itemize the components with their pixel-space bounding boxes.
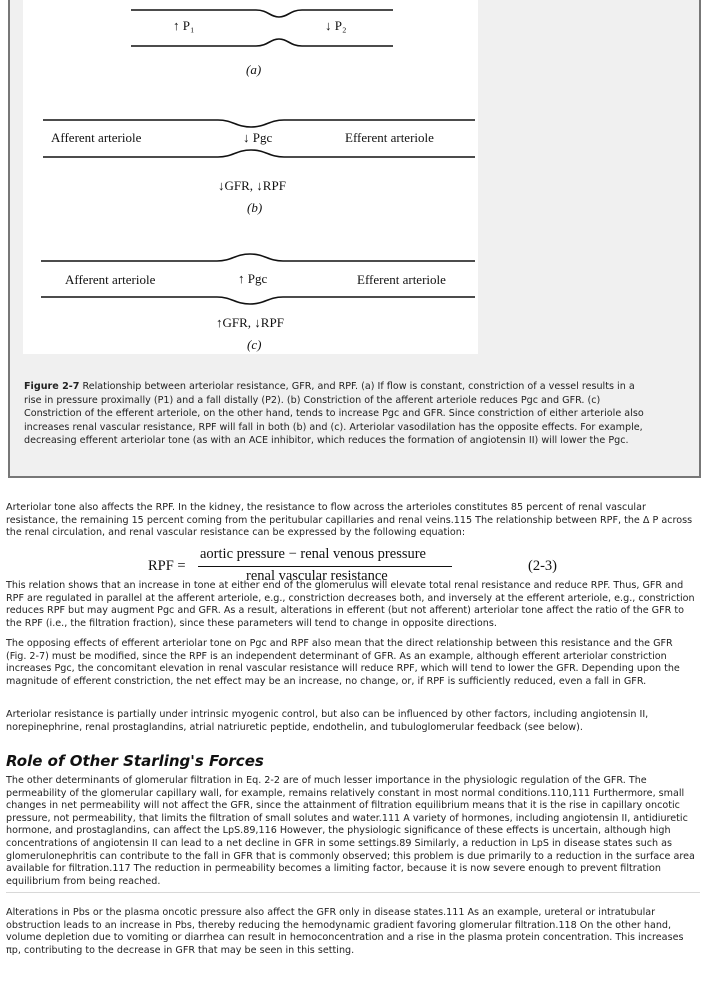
paragraph-relation: This relation shows that an increase in tone at either end of the glomerulus will elevate total renal resistance and reduce RPF. Thus, GFR and RPF are regulated in parallel at the afferent arteriole, e.g., constriction decreases both, and inversely at the efferent arteriole, e.g., constriction reduces RPF but may augment Pgc and GFR. As a result, alterations in efferent (but not afferent) arteriolar tone affect the ratio of the GFR to the RPF (i.e., the filtration fraction), since these parameters will tend to change in opposite directions. — [6, 580, 695, 629]
section-heading: Role of Other Starling's Forces — [6, 752, 264, 770]
panel-a-p1-label: ↑ P₁ — [173, 18, 195, 33]
panel-c-upper-vessel-wall — [41, 254, 475, 261]
paragraph-arteriolar-tone: Arteriolar tone also affects the RPF. In the kidney, the resistance to flow across the arterioles constitutes 85 percent of renal vascular resistance, the remaining 15 percent coming from the peritubular capillaries and renal veins.115 The relationship between RPF, the Δ P across the renal circulation, and renal vascular resistance can be expressed by the following equation: — [6, 502, 693, 539]
panel-a-upper-vessel-wall — [131, 10, 393, 17]
panel-b-pgc-label: ↓ Pgc — [243, 130, 273, 145]
panel-b-lower-vessel-wall — [43, 150, 475, 157]
panel-c-lower-vessel-wall — [41, 297, 475, 304]
panel-b-afferent-label: Afferent arteriole — [51, 130, 142, 145]
paragraph-oncotic-pressure: Alterations in Pbs or the plasma oncotic pressure also affect the GFR only in disease states.111 As an example, ureteral or intratubular obstruction leads to an increase in Pbs, thereby reducing the hemodynamic gradient favoring glomerular filtration.118 On the other hand, volume depletion due to vomiting or diarrhea can result in hemoconcentration and a rise in the plasma protein concentration. This increases πp, contributing to the decrease in GFR that may be seen in this setting. — [6, 907, 684, 956]
panel-b-efferent-label: Efferent arteriole — [345, 130, 434, 145]
panel-c-pgc-label: ↑ Pgc — [238, 271, 268, 286]
panel-a-label: (a) — [246, 62, 262, 77]
panel-a-p2-label: ↓ P₂ — [325, 18, 347, 33]
equation-lhs: RPF = — [148, 558, 186, 574]
panel-c-efferent-label: Efferent arteriole — [357, 272, 446, 287]
equation-numerator: aortic pressure − renal venous pressure — [200, 546, 426, 562]
equation-denominator: renal vascular resistance — [246, 568, 388, 584]
panel-c-result: ↑GFR, ↓RPF — [216, 315, 284, 330]
figure-caption — [24, 380, 686, 448]
caption-title: Figure 2-7 — [24, 381, 80, 392]
equation-fraction-bar — [198, 566, 452, 567]
paragraph-opposing-effects: The opposing effects of efferent arteriolar tone on Pgc and RPF also mean that the direct relationship between this resistance and the GFR (Fig. 2-7) must be modified, since the RPF is an independent determinant of GFR. As an example, although efferent arteriolar constriction increases Pgc, the concomitant elevation in renal vascular resistance will reduce RPF, which will tend to lower the GFR. Depending upon the magnitude of efferent constriction, the net effect may be an increase, no change, or, if RPF is sufficiently reduced, even a fall in GFR. — [6, 638, 680, 687]
caption-line-3: Constriction of the efferent arteriole, on the other hand, tends to increase Pgc and GFR. Since constriction of either arteriole also — [24, 408, 644, 420]
caption-line-1: Relationship between arteriolar resistance, GFR, and RPF. (a) If flow is constant, constriction of a vessel results in a — [79, 381, 635, 392]
figure-diagram — [23, 0, 478, 354]
equation-number: (2-3) — [528, 558, 557, 574]
figure-container — [8, 0, 701, 478]
vessel-diagram-svg — [23, 0, 478, 354]
panel-c-label: (c) — [247, 337, 262, 352]
caption-line-4: increases renal vascular resistance, RPF will fall in both (b) and (c). Arteriolar vasodilation has the opposite effects. For example, — [24, 421, 643, 433]
paragraph-myogenic-control: Arteriolar resistance is partially under intrinsic myogenic control, but also can be influenced by other factors, including angiotensin II, norepinephrine, renal prostaglandins, atrial natriuretic peptide, endothelin, and tubuloglomerular feedback (see below). — [6, 709, 649, 733]
caption-line-2: rise in pressure proximally (P1) and a fall distally (P2). (b) Constriction of the afferent arteriole reduces Pgc and GFR. (c) — [24, 394, 601, 406]
panel-b-result: ↓GFR, ↓RPF — [218, 178, 286, 193]
paragraph-other-determinants: The other determinants of glomerular filtration in Eq. 2-2 are of much lesser importance in the physiologic regulation of the GFR. The permeability of the glomerular capillary wall, for example, remains relatively constant in most normal conditions.110,111 Furthermore, small changes in net permeability will not affect the GFR, since the attainment of filtration equilibrium means that it is the rise in capillary oncotic pressure, not permeability, that limits the filtration of small solutes and water.111 A variety of hormones, including angiotensin II, antidiuretic hormone, and prostaglandins, can affect the LpS.89,116 However, the physiologic significance of these effects is uncertain, although high concentrations of angiotensin II can lead to a net decline in GFR in some settings.89 Similarly, a reduction in LpS in disease states such as glomerulonephritis can contribute to the fall in GFR that is commonly observed; this problem is due primarily to a reduction in the surface area available for filtration.117 The reduction in permeability becomes a limiting factor, because it is now severe enough to prevent filtration equilibrium from being reached. — [6, 775, 695, 887]
panel-b-upper-vessel-wall — [43, 120, 475, 127]
caption-line-5: decreasing efferent arteriolar tone (as with an ACE inhibitor, which reduces the formation of angiotensin II) will lower the Pgc. — [24, 435, 629, 447]
panel-b-label: (b) — [247, 200, 263, 215]
panel-c-afferent-label: Afferent arteriole — [65, 272, 156, 287]
divider — [6, 892, 700, 893]
panel-a-lower-vessel-wall — [131, 39, 393, 46]
